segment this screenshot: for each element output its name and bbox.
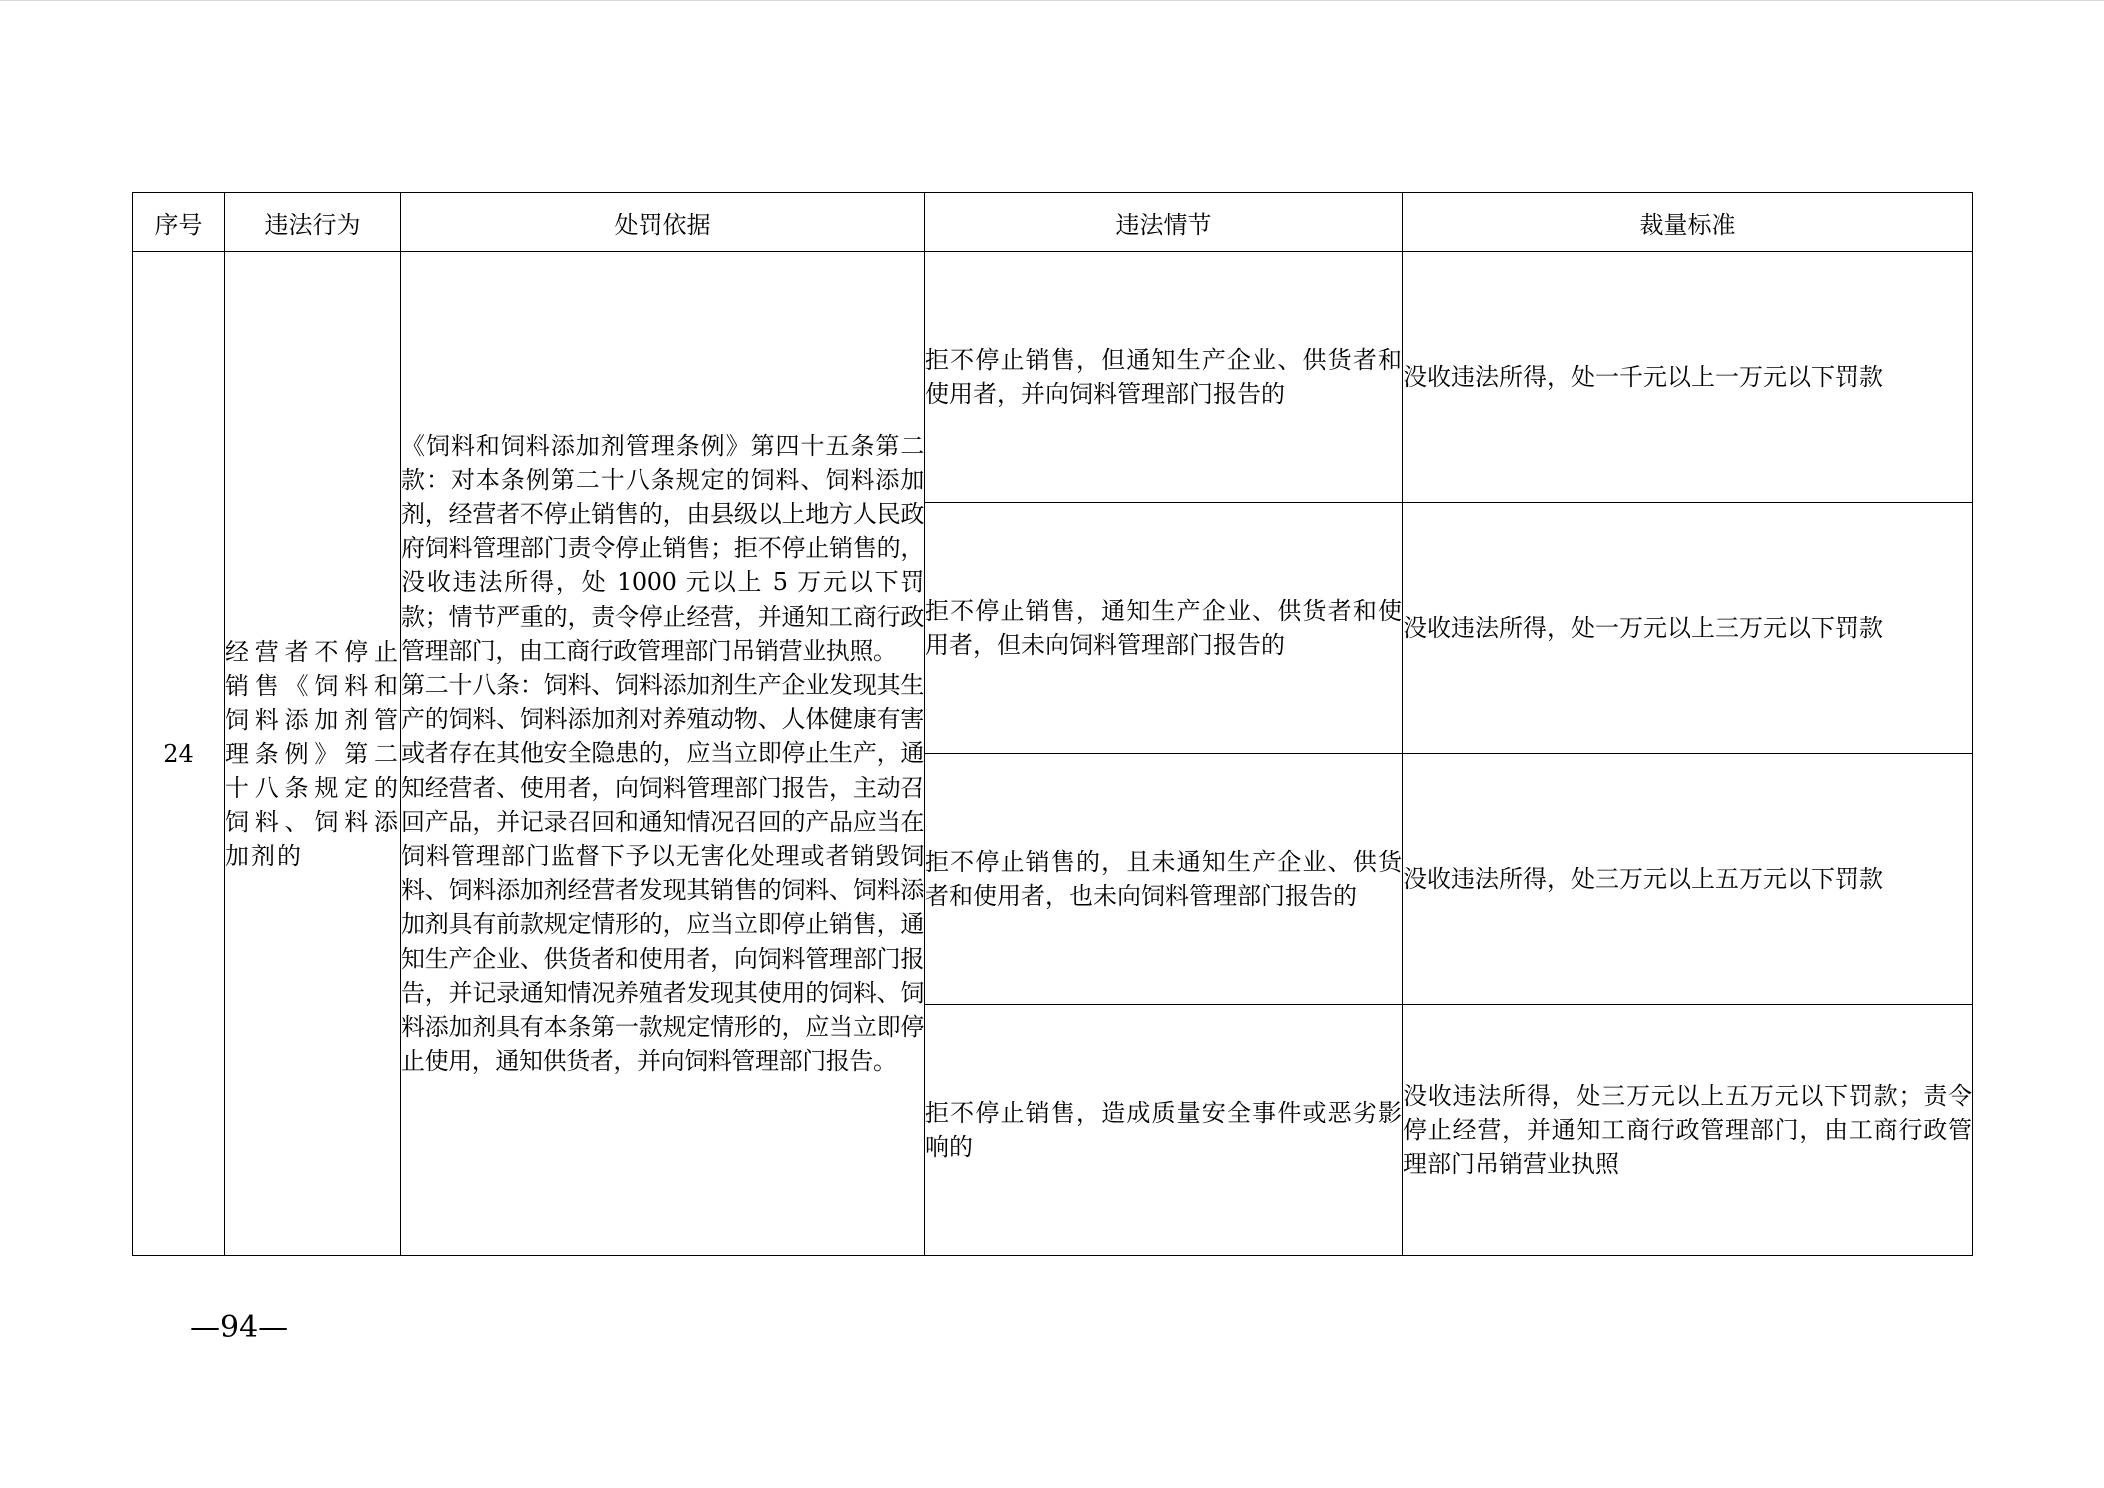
header-serial-number: 序号 bbox=[133, 193, 225, 252]
standard-cell-3: 没收违法所得，处三万元以上五万元以下罚款 bbox=[1403, 754, 1973, 1005]
circumstance-cell-2: 拒不停止销售，通知生产企业、供货者和使用者，但未向饲料管理部门报告的 bbox=[925, 503, 1403, 754]
page-top-edge bbox=[0, 0, 2104, 1]
penalty-basis-cell bbox=[401, 252, 925, 1256]
basis-paragraph-article-28: 第二十八条：饲料、饲料添加剂生产企业发现其生产的饲料、饲料添加剂对养殖动物、人体健康有害或者存在其他安全隐患的，应当立即停止生产，通知经营者、使用者，向饲料管理部门报告，主动召回产品，并记录召回和通知情况召回的产品应当在饲料管理部门监督下予以无害化处理或者销毁饲料、饲料添加剂经营者发现其销售的饲料、饲料添加剂具有前款规定情形的，应当立即停止销售，通知生产企业、供货者和使用者，向饲料管理部门报告，并记录通知情况养殖者发现其使用的饲料、饲料添加剂具有本条第一款规定情形的，应当立即停止使用，通知供货者，并向饲料管理部门报告。 bbox=[401, 670, 924, 1076]
standard-cell-2: 没收违法所得，处一万元以上三万元以下罚款 bbox=[1403, 503, 1973, 754]
violation-cell: 经营者不停止销售《饲料和饲料添加剂管理条例》第二十八条规定的饲料、饲料添加剂的 bbox=[225, 252, 401, 1256]
header-penalty-basis: 处罚依据 bbox=[401, 193, 925, 252]
header-circumstances: 违法情节 bbox=[925, 193, 1403, 252]
serial-number-cell: 24 bbox=[133, 252, 225, 1256]
circumstance-cell-3: 拒不停止销售的，且未通知生产企业、供货者和使用者，也未向饲料管理部门报告的 bbox=[925, 754, 1403, 1005]
standard-cell-1: 没收违法所得，处一千元以上一万元以下罚款 bbox=[1403, 252, 1973, 503]
table-row bbox=[133, 252, 1973, 503]
penalty-discretion-table bbox=[132, 192, 1973, 1256]
table-header-row bbox=[133, 193, 1973, 252]
header-discretion-standard: 裁量标准 bbox=[1403, 193, 1973, 252]
page-number: —94— bbox=[190, 1310, 289, 1345]
circumstance-cell-4: 拒不停止销售，造成质量安全事件或恶劣影响的 bbox=[925, 1005, 1403, 1256]
basis-paragraph-article-45: 《饲料和饲料添加剂管理条例》第四十五条第二款：对本条例第二十八条规定的饲料、饲料添加剂，经营者不停止销售的，由县级以上地方人民政府饲料管理部门责令停止销售；拒不停止销售的，没收违法所得，处 1000 元以上 5 万元以下罚款；情节严重的，责令停止经营，并通知工商行政管理部门，由工商行政管理部门吊销营业执照。 bbox=[401, 431, 924, 665]
circumstance-cell-1: 拒不停止销售，但通知生产企业、供货者和使用者，并向饲料管理部门报告的 bbox=[925, 252, 1403, 503]
standard-cell-4: 没收违法所得，处三万元以上五万元以下罚款；责令停止经营，并通知工商行政管理部门，由工商行政管理部门吊销营业执照 bbox=[1403, 1005, 1973, 1256]
header-violation: 违法行为 bbox=[225, 193, 401, 252]
